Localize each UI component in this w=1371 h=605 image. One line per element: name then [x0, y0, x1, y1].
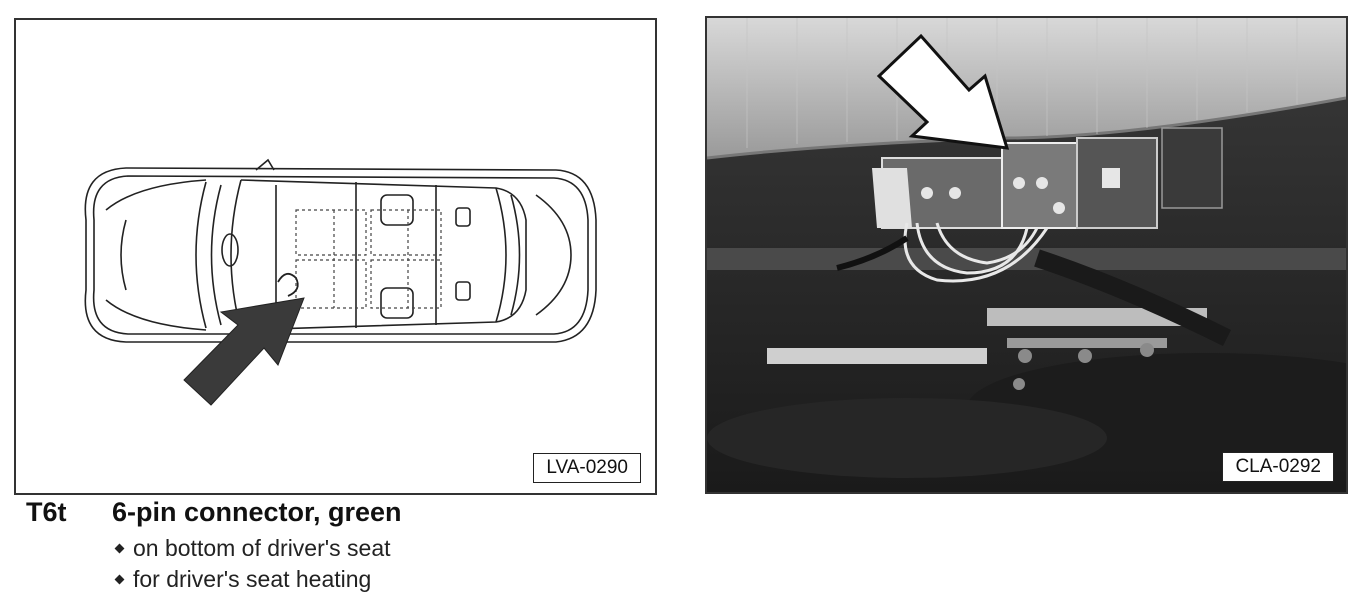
connector-photo-figure — [705, 16, 1348, 494]
component-ref: T6t — [26, 497, 67, 527]
car-diagram-figure — [14, 18, 657, 495]
bullet-text: for driver's seat heating — [133, 566, 372, 592]
bullet-text: on bottom of driver's seat — [133, 535, 391, 561]
figure-label-left: LVA-0290 — [533, 453, 641, 483]
bullet-item — [114, 564, 391, 595]
component-bullets — [114, 533, 391, 595]
diamond-bullet-icon — [115, 544, 125, 554]
diamond-bullet-icon — [115, 575, 125, 585]
car-top-view-drawing — [16, 20, 655, 493]
connector-photo-drawing — [707, 18, 1346, 492]
bullet-item — [114, 533, 391, 564]
component-title: 6-pin connector, green — [112, 497, 402, 527]
figure-label-right: CLA-0292 — [1222, 452, 1334, 482]
